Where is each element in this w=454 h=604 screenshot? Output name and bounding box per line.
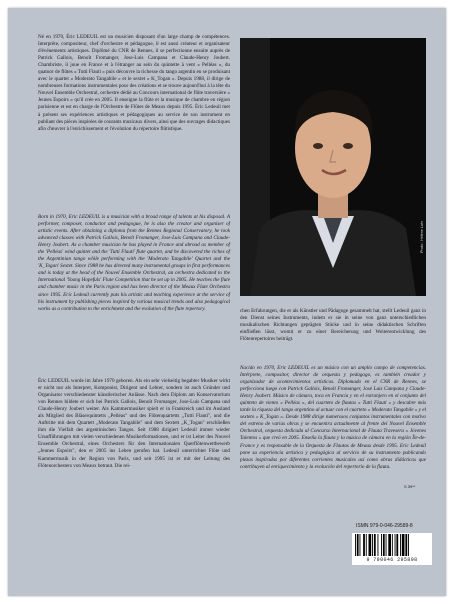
barcode-bar — [400, 534, 401, 556]
composer-portrait-photo — [240, 38, 426, 296]
biography-german-continued: chen Erfahrungen, die er als Künstler und Pädagoge gesammelt hat, stellt Ledeuil ganz in den Dienst seines Instruments, indem er sie in seine von ganz unterschiedlichen musikalischen Richtungen geprägten Stücke und in seine didaktischen Schriften einfließen lässt, womit er zu einer Bereicherung und Weiterentwicklung des Flötenrepertoires beiträgt. — [240, 308, 426, 343]
back-cover-page — [8, 8, 446, 596]
photo-credit: Photo : Hélène Lahr — [420, 221, 424, 253]
catalog-code: S 39** — [404, 484, 416, 489]
biography-german: Éric LEDEUIL wurde im Jahre 1970 geboren. Als ein sehr vielseitig begabter Musiker wirkt er nicht nur als Interpret, Komponist, Dirigent und Lehrer, sondern ist auch Gründer und Organisator verschiedenster künstlerischer Anlässe. Nach dem Diplom am Konservatorium von Rennes bildete er sich bei Patrick Gallois, Benoît Fromanger, Jose-Luis Campana und Claude-Henry Joubert weiter. Als Kammermusiker spielt er in Frankreich und im Ausland als Mitglied des Bläserquintetts „Pelléas" und des Flötenquartetts „Tutti Flauti", und die Auftritte mit dem Quartett „Moderato Tangabile" und dem Sextett „K_Togan" erschließen ihm die Vielfalt des argentinischen Tangos. Seit 1988 dirigiert Ledeuil immer wieder Uraufführungen mit vielen verschiedenen Musikerformationen, und er ist Leiter des Nouvel Ensemble Orchestral, eines Orchesters für den Internationalen Querflötenwettbewerb „Jeunes Espoirs", den er 2005 ins Leben gerufen hat. Ledeuil unterrichtet Flöte und Kammermusik in der Region von Paris, und seit 1995 ist er mit der Leitung des Flötenorchesters von Meaux betraut. Die rei- — [38, 378, 230, 469]
barcode-bar — [381, 534, 382, 556]
biography-english: Born in 1970, Eric LEDEUIL is a musician with a broad range of talents at his disposal. A performer, composer, conductor and pedagogue, he is also the creator and organiser of artistic events. After obtaining a diploma from the Rennes Regional Conservatory, he took advanced classes with Patrick Gallois, Benoît Fromanger, Jose-Luis Campana and Claude-Henry Joubert. As a chamber musician he has played in France and abroad as member of the 'Pelléas' wind quintet and the 'Tutti Flauti' flute quartet, and he discovered the riches of the Argentinian tango while performing with the 'Moderato Tangabile' Quartet and the 'K_Togan' Sextet. Since 1988 he has directed many instrumental groups in first performances and is today at the head of the Nouvel Ensemble Orchestral, an orchestra dedicated to the International 'Young Hopefuls' Flute Competition that he set up in 2005. He teaches the flute and chamber music in the Paris region and has been director of the Meaux Flute Orchestra since 1995. Eric Ledeuil currently puts his artistic and teaching experience at the service of his instrument by publishing pieces inspired by various musical trends and also pedagogical works as a contribution to the enrichment and the evolution of the flute repertory. — [38, 214, 230, 312]
barcode-bar — [396, 534, 398, 556]
ismn-label: ISMN 979-0-046-29589-8 — [356, 523, 413, 529]
barcode-bar — [392, 534, 393, 556]
barcode-bar — [388, 534, 391, 556]
barcode-bar — [357, 534, 359, 556]
barcode-bar — [360, 534, 361, 556]
barcode-bar — [366, 534, 367, 556]
barcode-bar — [363, 534, 365, 556]
barcode-bar — [372, 534, 373, 556]
barcode-digits: 9 790046 295898 — [366, 557, 418, 563]
barcode-bar — [374, 534, 376, 556]
barcode-bar — [405, 534, 407, 556]
portrait-illustration — [240, 38, 426, 296]
barcode-bar — [369, 534, 372, 556]
biography-spanish: Nacido en 1970, Eric LEDEUIL es un músico con un amplio campo de competencias. Intérprete, compositor, director de orquesta y pedagogo, es también creador y organizador de acontecimientos artísticos. Diplomado en el CNR de Rennes, se perfecciona luego con Patrick Gallois, Benoît Fromanger, José Luis Campana y Claude-Henry Joubert. Músico de cámara, toca en Francia y en el extranjero en el conjunto del quinteto de viento « Pelléas », del cuarteto de flautas « Tutti Flauti » y descubre más tarde la riqueza del tango argentino al actuar con el cuarteto « Moderato Tangabile » y el sexteto « K_Togan ». Desde 1988 dirige numerosos conjuntos instrumentales con motivo del estreno de varias obras y se encuentra actualmente al frente del Nouvel Ensemble Orchestral, orquesta dedicada al Concurso Internacional de Flauta Travesera « Jóvenes Talentos » que creó en 2005. Enseña la flauta y la música de cámara en la región Île-de-France y es responsable de la Orquesta de Flautas de Meaux desde 1995. Eric Ledeuil pone su experiencia artística y pedagógica al servicio de su instrumento publicando piezas inspiradas por diferentes corrientes musicales así como obras didácticas que contribuyen al enriquecimiento y la evolución del repertorio de la flauta. — [240, 365, 426, 470]
barcode-bar — [378, 534, 379, 556]
barcode-bar — [402, 534, 405, 556]
barcode-bar — [395, 534, 396, 556]
barcode-bars — [353, 534, 431, 556]
barcode-bar — [408, 534, 409, 556]
biography-french: Né en 1970, Éric LEDEUIL est un musicien disposant d'un large champ de compétences. Interprète, compositeur, chef d'orchestre et pédagogue, il est aussi créateur et organisateur d'événements artistiques. Diplômé du CNR de Rennes, il se perfectionne ensuite auprès de Patrick Gallois, Benoît Fromanger, Jose-Luis Campana et Claude-Henry Joubert. Chambriste, il joue en France et à l'étranger au sein du quintette à vent « Pelléas », du quatuor de flûtes « Tutti Flauti » puis découvre la richesse du tango argentin en se produisant avec le quartet « Moderato Tangabile » et le sextet « K_Togan ». Depuis 1988, il dirige de nombreuses formations instrumentales pour des créations et se trouve aujourd'hui à la tête du Nouvel Ensemble Orchestral, orchestre dédié au Concours international de flûte traversière « Jeunes Espoirs » qu'il crée en 2005. Il enseigne la flûte et la musique de chambre en région parisienne et est en charge de l'Orchestre de Flûtes de Meaux depuis 1995. Éric Ledeuil met à présent ses expériences artistiques et pédagogiques au service de son instrument en publiant des pièces inspirées de courants musicaux divers, ainsi que des ouvrages didactiques afin d'œuvrer à l'enrichissement et l'évolution du répertoire flûtistique. — [38, 34, 231, 132]
barcode-bar — [355, 534, 356, 556]
barcode-bar — [383, 534, 385, 556]
barcode-bar — [386, 534, 387, 556]
